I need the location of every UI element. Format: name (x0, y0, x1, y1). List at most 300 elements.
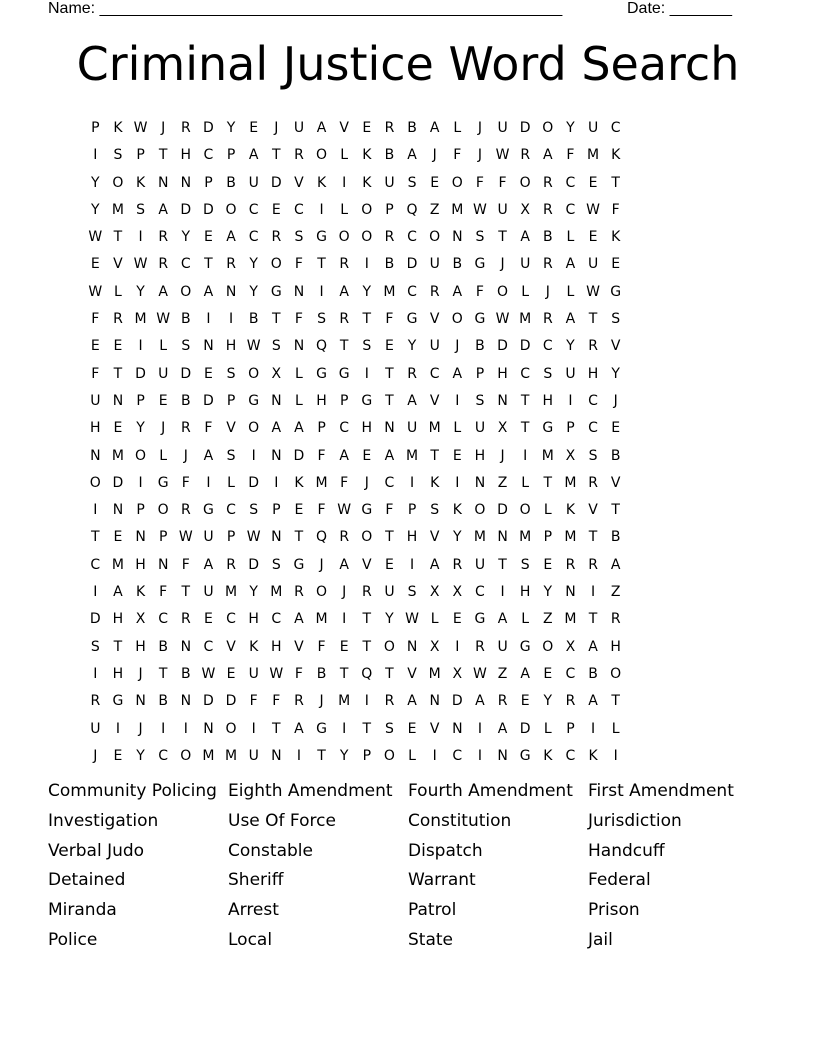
grid-cell: H (225, 338, 237, 355)
word-list-item: Warrant (408, 870, 476, 891)
word-list-item: Eighth Amendment (228, 781, 393, 801)
grid-cell: T (272, 720, 281, 737)
grid-cell: P (362, 747, 372, 764)
grid-cell: C (158, 747, 169, 764)
grid-cell: V (362, 556, 372, 573)
grid-row (84, 224, 627, 251)
grid-cell: L (566, 229, 575, 246)
grid-cell: A (294, 611, 304, 628)
grid-cell: B (226, 174, 236, 191)
grid-cell: J (161, 420, 166, 437)
grid-cell: R (226, 556, 236, 573)
date-field-label: Date: _______ (627, 0, 732, 17)
grid-cell: D (519, 720, 531, 737)
grid-row (84, 333, 627, 360)
grid-cell: Y (385, 611, 394, 628)
grid-cell: B (610, 529, 621, 546)
grid-cell: D (112, 474, 124, 491)
grid-cell: P (91, 120, 100, 136)
grid-cell: W (246, 338, 261, 355)
word-list-item: First Amendment (588, 781, 734, 801)
grid-cell: L (295, 365, 303, 382)
grid-cell: G (203, 502, 214, 519)
grid-cell: Y (181, 229, 191, 246)
grid-cell: A (158, 283, 168, 300)
grid-cell: P (317, 420, 326, 437)
grid-cell: R (180, 502, 191, 519)
grid-cell: C (542, 338, 553, 355)
grid-cell: R (588, 474, 598, 491)
grid-cell: N (293, 283, 305, 300)
grid-cell: F (294, 311, 303, 328)
grid-cell: S (181, 338, 191, 355)
grid-cell: K (611, 147, 621, 164)
grid-cell: L (521, 283, 530, 300)
grid-cell: F (475, 174, 484, 191)
grid-cell: O (451, 311, 463, 328)
grid-cell: O (225, 201, 237, 218)
grid-cell: R (542, 174, 553, 191)
grid-cell: O (383, 747, 395, 764)
grid-cell: J (138, 720, 143, 737)
grid-cell: R (339, 529, 350, 546)
grid-cell: S (362, 338, 372, 355)
grid-cell: V (610, 338, 621, 355)
grid-cell: Q (361, 665, 373, 682)
grid-cell: M (111, 201, 124, 218)
grid-cell: D (248, 556, 260, 573)
grid-cell: C (180, 256, 191, 273)
grid-cell: X (135, 611, 146, 628)
grid-cell: D (293, 447, 305, 464)
grid-cell: A (520, 229, 530, 246)
header (48, 0, 740, 20)
grid-cell: K (362, 174, 372, 191)
grid-cell: C (203, 147, 214, 164)
grid-row (84, 579, 627, 606)
grid-cell: L (114, 283, 122, 300)
grid-cell: S (407, 174, 417, 191)
grid-cell: E (385, 556, 394, 573)
grid-cell: W (473, 665, 487, 682)
grid-cell: H (406, 529, 418, 546)
grid-cell: N (203, 720, 214, 737)
grid-cell: T (430, 447, 439, 464)
grid-cell: R (588, 338, 598, 355)
grid-cell: N (180, 638, 192, 655)
grid-cell: O (89, 474, 101, 491)
grid-cell: P (226, 147, 236, 164)
grid-cell: B (543, 229, 553, 246)
grid-cell: M (587, 147, 600, 164)
grid-cell: U (203, 584, 214, 601)
grid-cell: B (181, 392, 191, 409)
grid-cell: P (385, 201, 394, 218)
grid-cell: H (316, 392, 327, 409)
word-list-item: Miranda (48, 900, 117, 921)
grid-cell: P (543, 529, 553, 546)
grid-cell: D (497, 502, 508, 519)
grid-cell: D (451, 693, 463, 710)
grid-cell: S (249, 502, 259, 519)
grid-cell: L (340, 147, 349, 164)
grid-cell: U (248, 665, 259, 682)
grid-cell: B (475, 338, 485, 355)
grid-cell: V (429, 311, 440, 328)
grid-cell: G (316, 720, 327, 737)
grid-cell: S (294, 229, 304, 246)
grid-cell: C (565, 665, 576, 682)
grid-cell: R (294, 147, 304, 164)
grid-cell: H (519, 584, 531, 601)
grid-row (84, 306, 627, 333)
grid-cell: V (113, 256, 123, 273)
grid-cell: R (180, 611, 191, 628)
grid-cell: N (429, 693, 440, 710)
grid-row (84, 524, 627, 551)
grid-cell: Y (543, 584, 553, 601)
grid-cell: C (520, 365, 531, 382)
grid-cell: E (430, 174, 440, 191)
grid-cell: T (588, 611, 598, 628)
grid-cell: V (226, 638, 236, 655)
grid-cell: N (293, 338, 305, 355)
grid-cell: L (566, 283, 575, 300)
grid-cell: R (384, 229, 395, 246)
grid-cell: B (181, 665, 191, 682)
grid-cell: I (319, 201, 324, 218)
grid-row (84, 388, 627, 415)
grid-cell: M (383, 283, 396, 300)
grid-row (84, 470, 627, 497)
grid-cell: D (180, 201, 192, 218)
grid-cell: J (138, 665, 143, 682)
grid-cell: H (271, 638, 282, 655)
grid-cell: T (362, 638, 372, 655)
grid-row (84, 606, 627, 633)
grid-cell: I (206, 474, 211, 491)
grid-cell: B (158, 638, 168, 655)
grid-cell: I (93, 502, 98, 519)
grid-cell: F (453, 147, 462, 164)
grid-cell: Z (610, 584, 621, 601)
grid-cell: S (226, 365, 236, 382)
grid-cell: F (204, 420, 213, 437)
grid-cell: H (587, 365, 599, 382)
grid-cell: J (319, 693, 324, 710)
word-list-item: Detained (48, 870, 126, 891)
grid-cell: E (113, 529, 123, 546)
grid-cell: Y (611, 365, 620, 382)
word-list-item: Investigation (48, 810, 159, 831)
grid-cell: D (135, 365, 146, 382)
grid-cell: C (203, 638, 214, 655)
grid-cell: A (294, 720, 304, 737)
grid-cell: A (452, 365, 463, 382)
grid-cell: M (111, 447, 124, 464)
grid-cell: R (565, 693, 576, 710)
grid-cell: G (519, 747, 531, 764)
grid-cell: I (409, 556, 415, 573)
grid-cell: U (384, 174, 395, 191)
grid-row (84, 634, 627, 661)
grid-cell: W (337, 502, 352, 519)
grid-cell: F (159, 584, 168, 601)
grid-cell: C (384, 474, 395, 491)
grid-cell: O (383, 638, 395, 655)
grid-cell: P (204, 174, 213, 191)
grid-cell: S (384, 720, 394, 737)
grid-cell: G (316, 229, 327, 246)
grid-cell: H (610, 638, 621, 655)
grid-cell: S (543, 365, 553, 382)
grid-cell: J (500, 256, 505, 273)
grid-cell: F (566, 147, 575, 164)
page-title: Criminal Justice Word Search (76, 37, 740, 91)
grid-cell: A (497, 611, 508, 628)
grid-cell: J (342, 584, 347, 601)
grid-cell: A (588, 638, 598, 655)
grid-cell: U (474, 556, 486, 573)
grid-cell: Q (316, 338, 328, 355)
grid-cell: L (159, 447, 168, 464)
grid-cell: S (611, 311, 621, 328)
grid-cell: L (521, 474, 530, 491)
grid-cell: R (520, 147, 531, 164)
grid-cell: F (181, 474, 190, 491)
grid-cell: J (183, 447, 188, 464)
grid-cell: I (296, 747, 301, 764)
grid-cell: C (429, 365, 440, 382)
grid-cell: W (473, 201, 487, 218)
grid-cell: D (406, 256, 418, 273)
grid-cell: A (339, 283, 349, 300)
grid-cell: J (477, 120, 482, 136)
grid-cell: A (429, 556, 440, 573)
grid-cell: R (542, 256, 553, 273)
grid-cell: O (270, 256, 282, 273)
grid-cell: Y (407, 338, 417, 355)
grid-cell: L (430, 611, 439, 628)
grid-cell: D (497, 338, 508, 355)
grid-cell: F (317, 502, 326, 519)
grid-cell: C (588, 420, 598, 437)
grid-cell: O (157, 502, 169, 519)
grid-cell: N (271, 529, 282, 546)
grid-cell: V (226, 420, 236, 437)
word-list-item: Patrol (408, 900, 457, 921)
grid-cell: H (112, 665, 124, 682)
grid-cell: O (112, 174, 124, 191)
name-field-label: Name: ____________________________________________________ (48, 0, 563, 17)
grid-cell: J (500, 447, 505, 464)
grid-cell: R (588, 556, 598, 573)
grid-cell: D (225, 693, 237, 710)
grid-cell: N (271, 447, 282, 464)
grid-cell: Z (543, 611, 553, 628)
grid-cell: E (204, 229, 213, 246)
grid-cell: P (136, 502, 145, 519)
grid-cell: F (91, 311, 100, 328)
grid-cell: Y (566, 338, 575, 355)
grid-cell: R (542, 201, 553, 218)
grid-cell: O (225, 720, 237, 737)
grid-cell: P (158, 529, 168, 546)
grid-cell: S (430, 502, 440, 519)
grid-cell: I (206, 311, 211, 328)
grid-cell: V (407, 665, 417, 682)
grid-cell: T (611, 693, 620, 710)
grid-cell: K (135, 584, 146, 601)
grid-cell: N (180, 174, 192, 191)
grid-row (84, 661, 627, 688)
grid-cell: F (317, 638, 326, 655)
grid-cell: X (565, 638, 576, 655)
grid-cell: T (317, 256, 326, 273)
grid-cell: U (474, 420, 486, 437)
grid-cell: O (180, 283, 192, 300)
word-list-item: Arrest (228, 900, 279, 921)
grid-cell: O (474, 502, 486, 519)
grid-cell: I (590, 584, 596, 601)
grid-cell: V (294, 638, 304, 655)
grid-cell: M (225, 584, 238, 601)
grid-cell: K (565, 502, 576, 519)
grid-cell: I (568, 392, 573, 409)
grid-cell: K (362, 147, 372, 164)
grid-cell: M (541, 447, 554, 464)
grid-cell: T (385, 365, 394, 382)
grid-cell: U (497, 638, 508, 655)
grid-cell: T (113, 365, 123, 382)
word-list-item: State (408, 930, 453, 950)
grid-cell: G (610, 283, 622, 300)
grid-cell: S (226, 447, 236, 464)
grid-cell: J (161, 120, 166, 136)
grid-cell: E (113, 420, 123, 437)
grid-cell: G (519, 638, 531, 655)
grid-cell: F (498, 174, 507, 191)
grid-cell: E (452, 611, 462, 628)
grid-cell: I (138, 338, 143, 355)
grid-cell: E (520, 693, 530, 710)
grid-cell: B (181, 311, 191, 328)
grid-cell: I (228, 311, 234, 328)
grid-row (84, 170, 627, 197)
grid-cell: D (519, 120, 531, 136)
grid-cell: S (136, 201, 145, 218)
grid-cell: I (274, 474, 279, 491)
grid-cell: T (498, 556, 507, 573)
grid-cell: K (316, 174, 327, 191)
grid-cell: W (156, 311, 171, 328)
grid-cell: U (248, 174, 259, 191)
grid-cell: E (339, 638, 349, 655)
grid-cell: C (565, 201, 576, 218)
grid-cell: T (362, 311, 372, 328)
grid-cell: B (452, 256, 463, 273)
grid-cell: F (294, 256, 303, 273)
grid-row (84, 552, 627, 579)
grid-cell: S (271, 556, 281, 573)
grid-cell: E (543, 556, 553, 573)
grid-cell: C (271, 611, 282, 628)
grid-cell: R (113, 311, 123, 328)
grid-cell: N (112, 502, 124, 519)
grid-cell: I (183, 720, 188, 737)
grid-cell: A (497, 720, 508, 737)
grid-cell: F (385, 502, 394, 519)
grid-cell: E (452, 447, 462, 464)
grid-cell: U (565, 365, 576, 382)
grid-cell: O (338, 229, 350, 246)
grid-cell: A (158, 201, 168, 218)
grid-cell: O (361, 201, 373, 218)
grid-cell: T (520, 420, 530, 437)
grid-cell: F (181, 556, 190, 573)
grid-cell: E (362, 447, 372, 464)
grid-cell: M (451, 201, 464, 218)
grid-cell: F (385, 311, 394, 328)
grid-cell: Y (543, 693, 553, 710)
grid-cell: K (452, 502, 462, 519)
grid-cell: O (451, 174, 463, 191)
grid-cell: A (475, 693, 485, 710)
grid-cell: M (564, 474, 577, 491)
grid-cell: A (248, 147, 259, 164)
grid-cell: F (294, 665, 303, 682)
grid-cell: H (497, 365, 508, 382)
grid-cell: A (316, 120, 327, 136)
grid-cell: O (519, 502, 531, 519)
grid-cell: A (565, 256, 576, 273)
grid-cell: A (339, 556, 349, 573)
grid-cell: S (90, 638, 100, 655)
grid-cell: T (272, 147, 281, 164)
grid-cell: J (93, 747, 98, 764)
grid-cell: Y (362, 283, 372, 300)
grid-cell: I (342, 174, 347, 191)
grid-cell: C (339, 420, 350, 437)
grid-cell: R (294, 693, 304, 710)
grid-row (84, 716, 627, 743)
grid-cell: C (226, 502, 236, 519)
grid-cell: Y (226, 120, 236, 136)
grid-row (84, 361, 627, 388)
grid-cell: H (180, 147, 192, 164)
grid-row (84, 197, 627, 224)
grid-cell: F (611, 201, 620, 218)
grid-cell: J (274, 120, 279, 136)
grid-cell: N (565, 584, 576, 601)
grid-cell: J (477, 147, 482, 164)
grid-cell: W (586, 201, 600, 218)
grid-cell: V (294, 174, 304, 191)
grid-cell: A (384, 447, 395, 464)
grid-cell: J (613, 392, 618, 409)
grid-cell: T (588, 311, 598, 328)
grid-cell: T (158, 147, 168, 164)
grid-cell: E (271, 201, 281, 218)
grid-cell: E (204, 611, 213, 628)
grid-cell: A (294, 420, 304, 437)
grid-cell: M (519, 311, 532, 328)
grid-cell: I (523, 447, 528, 464)
grid-cell: K (611, 229, 621, 246)
grid-cell: I (138, 474, 143, 491)
grid-cell: I (590, 720, 596, 737)
grid-cell: K (113, 120, 123, 136)
